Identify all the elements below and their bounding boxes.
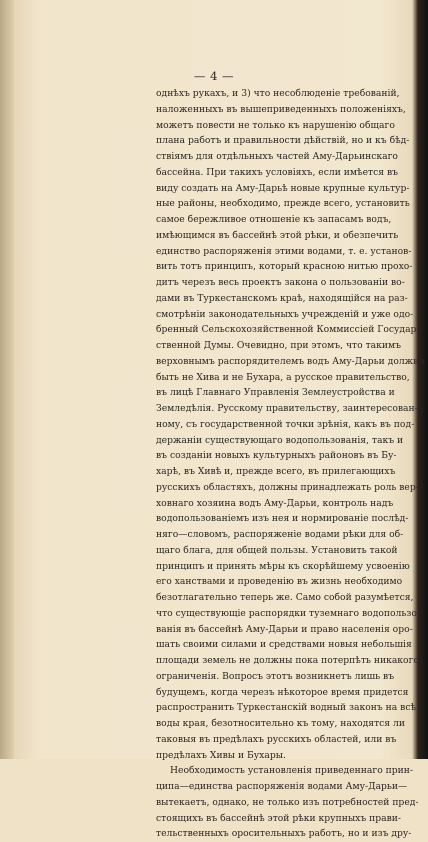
text-line: смотрѣніи законодательныхъ учрежденій и уже одо- <box>156 308 414 320</box>
text-line: единство распоряженія этими водами, т. е. установ- <box>156 245 412 257</box>
text-line: принципъ и принять мѣры къ скорѣйшему усвоенію <box>156 560 410 572</box>
text-line: верховнымъ распорядителемъ водъ Аму-Дарьи должна <box>156 355 425 367</box>
text-line: щаго блага, для общей пользы. Установить такой <box>156 544 398 556</box>
text-line: будущемъ, когда черезъ нѣкоторое время придется <box>156 686 409 698</box>
text-line: виду создать на Аму-Дарьѣ новые крупные культур- <box>156 182 410 194</box>
text-line: няго—словомъ, распоряженіе водами рѣки для об- <box>156 529 404 540</box>
text-line: бассейна. При такихъ условіяхъ, если имѣется въ <box>156 166 398 178</box>
text-line: что существующіе распорядки туземнаго водопользо- <box>156 607 421 619</box>
text-line: стоящихъ въ бассейнѣ этой рѣки крупныхъ прави- <box>156 812 401 824</box>
text-line: Земледѣлія. Русскому правительству, заинтересован- <box>156 403 418 414</box>
text-line: въ созданіи новыхъ культурныхъ районовъ въ Бу- <box>156 450 397 462</box>
text-line: безотлагательно теперь же. Само собой разумѣется, <box>156 592 414 603</box>
text-line: имѣющимся въ бассейнѣ этой рѣки, и обезпечить <box>156 229 399 241</box>
text-line: ственной Думы. Очевидно, при этомъ, что такимъ <box>156 340 401 351</box>
text-line: воды края, безотносительно къ тому, находятся ли <box>156 718 405 729</box>
text-line: ные районы, необходимо, прежде всего, установить <box>156 198 410 210</box>
text-line: тельственныхъ оросительныхъ работъ, но и изъ дру- <box>156 828 412 840</box>
text-line: водопользованіемъ изъ нея и нормированіе послѣд- <box>156 513 409 525</box>
text-line: ципа—единства распоряженія водами Аму-Дарьи— <box>156 781 408 792</box>
text-line: ховнаго хозяина водъ Аму-Дарьи, контроль надъ <box>156 497 394 509</box>
text-line: вытекаетъ, однако, не только изъ потребностей пред- <box>156 796 419 808</box>
text-line: ному, съ государственной точки зрѣнія, какъ въ под- <box>156 418 415 430</box>
text-line: таковыя въ предѣлахъ русскихъ областей, или въ <box>156 733 397 745</box>
text-line: въ лицѣ Главнаго Управленія Землеустройства и <box>156 387 395 399</box>
text-line: однѣхъ рукахъ, и 3) что несоблюденіе требованій, <box>156 88 400 99</box>
text-line: предѣлахъ Хивы и Бухары. <box>156 749 286 761</box>
text-line: ограниченія. Вопросъ этотъ возникнетъ лишь въ <box>156 670 395 682</box>
body-text <box>156 86 425 842</box>
text-line: дитъ черезъ весь проектъ закона о пользованіи во- <box>156 277 405 288</box>
text-line: русскихъ областяхъ, должны принадлежать роль вер- <box>156 481 419 493</box>
text-line: площади земель не должны пока потерпѣть никакого <box>156 655 419 666</box>
text-line: бренный Сельскохозяйственной Коммиссіей Государ- <box>156 324 420 336</box>
text-line: шать своими силами и средствами новыя небольшія <box>156 639 412 651</box>
page-spine-shadow <box>0 0 14 759</box>
text-line: быть не Хива и не Бухара, а русское правительство, <box>156 371 410 383</box>
text-line: распространить Туркестанскій водный законъ на всѣ <box>156 702 417 714</box>
text-line: наложенныхъ въ вышеприведенныхъ положеніяхъ, <box>156 103 406 115</box>
text-line: можетъ повести не только къ нарушенію общаго <box>156 119 395 131</box>
text-line: его ханствами и проведенію въ жизнь необходимо <box>156 576 403 588</box>
text-line: ванія въ бассейнѣ Аму-Дарьи и право населенія оро- <box>156 623 413 635</box>
page-number: — 4 — <box>193 69 235 83</box>
text-line: харѣ, въ Хивѣ и, прежде всего, въ прилегающихъ <box>156 466 396 477</box>
text-line: ствіямъ для отдѣльныхъ частей Аму-Дарьинскаго <box>156 151 398 162</box>
text-line: Необходимость установленія приведеннаго прин- <box>170 765 414 777</box>
text-line: самое бережливое отношеніе къ запасамъ водъ, <box>156 214 392 225</box>
text-line: дами въ Туркестанскомъ краѣ, находящійся на раз- <box>156 292 408 304</box>
text-line: держаніи существующаго водопользованія, такъ и <box>156 434 404 446</box>
text-line: вить тотъ принципъ, который красною нитью прохо- <box>156 261 413 273</box>
text-line: плана работъ и правильности дѣйствій, но и къ бѣд- <box>156 135 410 147</box>
